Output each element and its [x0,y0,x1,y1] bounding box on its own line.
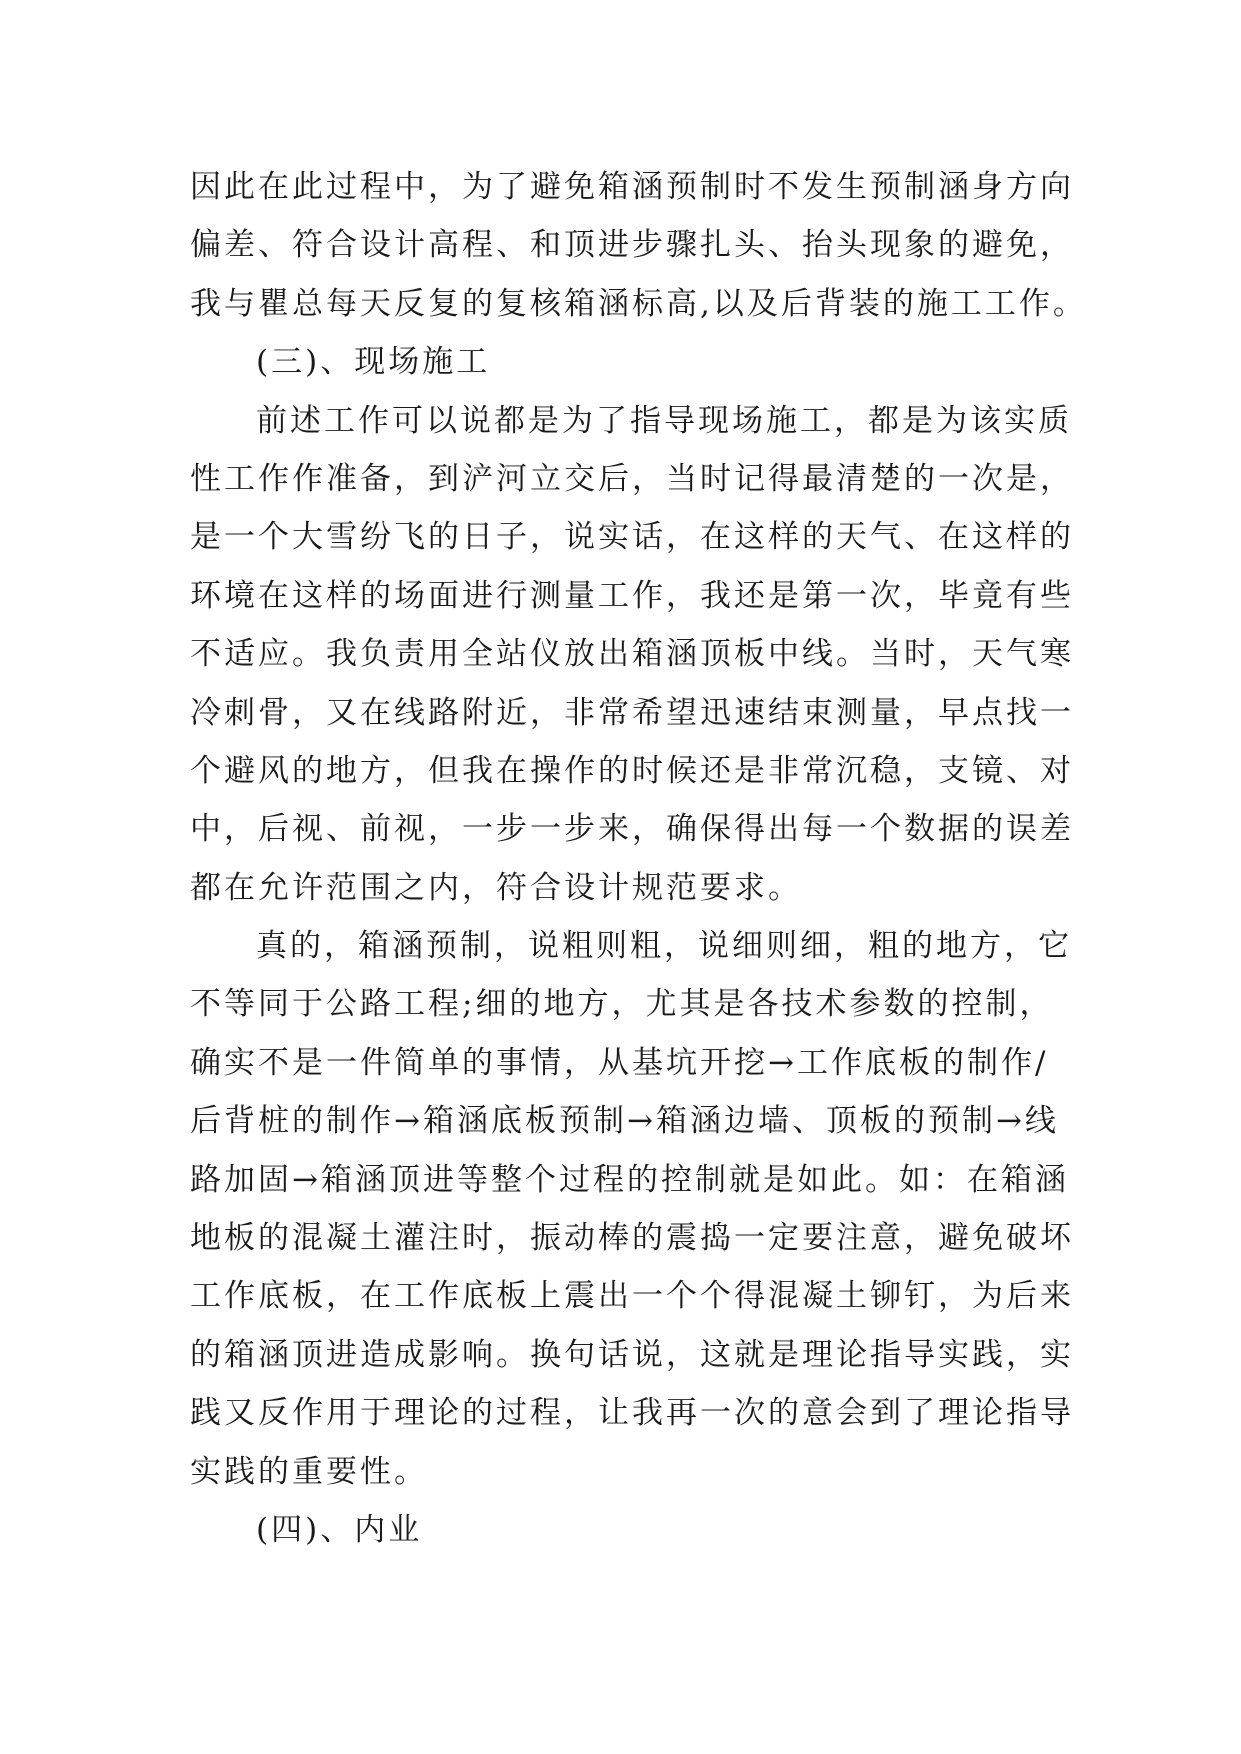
paragraph-first-line: 前述工作可以说都是为了指导现场施工，都是为该实质 [256,402,1072,439]
paragraph-first-line: 真的，箱涵预制，说粗则粗，说细则细，粗的地方，它 [256,928,1072,965]
text-line: 偏差、符合设计高程、和顶进步骤扎头、抬头现象的避免， [190,227,1074,264]
text-line: 路加固→箱涵顶进等整个过程的控制就是如此。如：在箱涵 [190,1161,1069,1198]
text-line: 践又反作用于理论的过程，让我再一次的意会到了理论指导 [190,1395,1074,1432]
text-line: 地板的混凝土灌注时，振动棒的震捣一定要注意，避免破坏 [190,1220,1074,1257]
section-heading: (三)、现场施工 [256,344,491,381]
text-line: 都在允许范围之内，符合设计规范要求。 [190,869,802,906]
text-line: 不适应。我负责用全站仪放出箱涵顶板中线。当时，天气寒 [190,636,1074,673]
text-line: 中，后视、前视，一步一步来，确保得出每一个数据的误差 [190,811,1074,848]
text-line: 后背桩的制作→箱涵底板预制→箱涵边墙、顶板的预制→线 [190,1103,1059,1140]
text-line: 确实不是一件简单的事情，从基坑开挖→工作底板的制作/ [190,1044,1049,1081]
text-line: 实践的重要性。 [190,1453,428,1490]
section-heading: (四)、内业 [256,1511,423,1548]
text-line: 冷刺骨，又在线路附近，非常希望迅速结束测量，早点找一 [190,694,1074,731]
text-line: 工作底板，在工作底板上震出一个个得混凝土铆钉，为后来 [190,1278,1074,1315]
text-line: 环境在这样的场面进行测量工作，我还是第一次，毕竟有些 [190,577,1074,614]
text-line: 我与瞿总每天反复的复核箱涵标高,以及后背装的施工工作。 [190,285,1087,322]
text-line: 不等同于公路工程;细的地方，尤其是各技术参数的控制， [190,986,1054,1023]
text-line: 性工作作准备，到浐河立交后，当时记得最清楚的一次是， [190,460,1074,497]
document-body [190,158,1090,1559]
text-line: 是一个大雪纷飞的日子，说实话，在这样的天气、在这样的 [190,519,1074,556]
text-line: 的箱涵顶进造成影响。换句话说，这就是理论指导实践，实 [190,1336,1074,1373]
text-line: 个避风的地方，但我在操作的时候还是非常沉稳，支镜、对 [190,752,1074,789]
text-line: 因此在此过程中，为了避免箱涵预制时不发生预制涵身方向 [190,169,1074,205]
